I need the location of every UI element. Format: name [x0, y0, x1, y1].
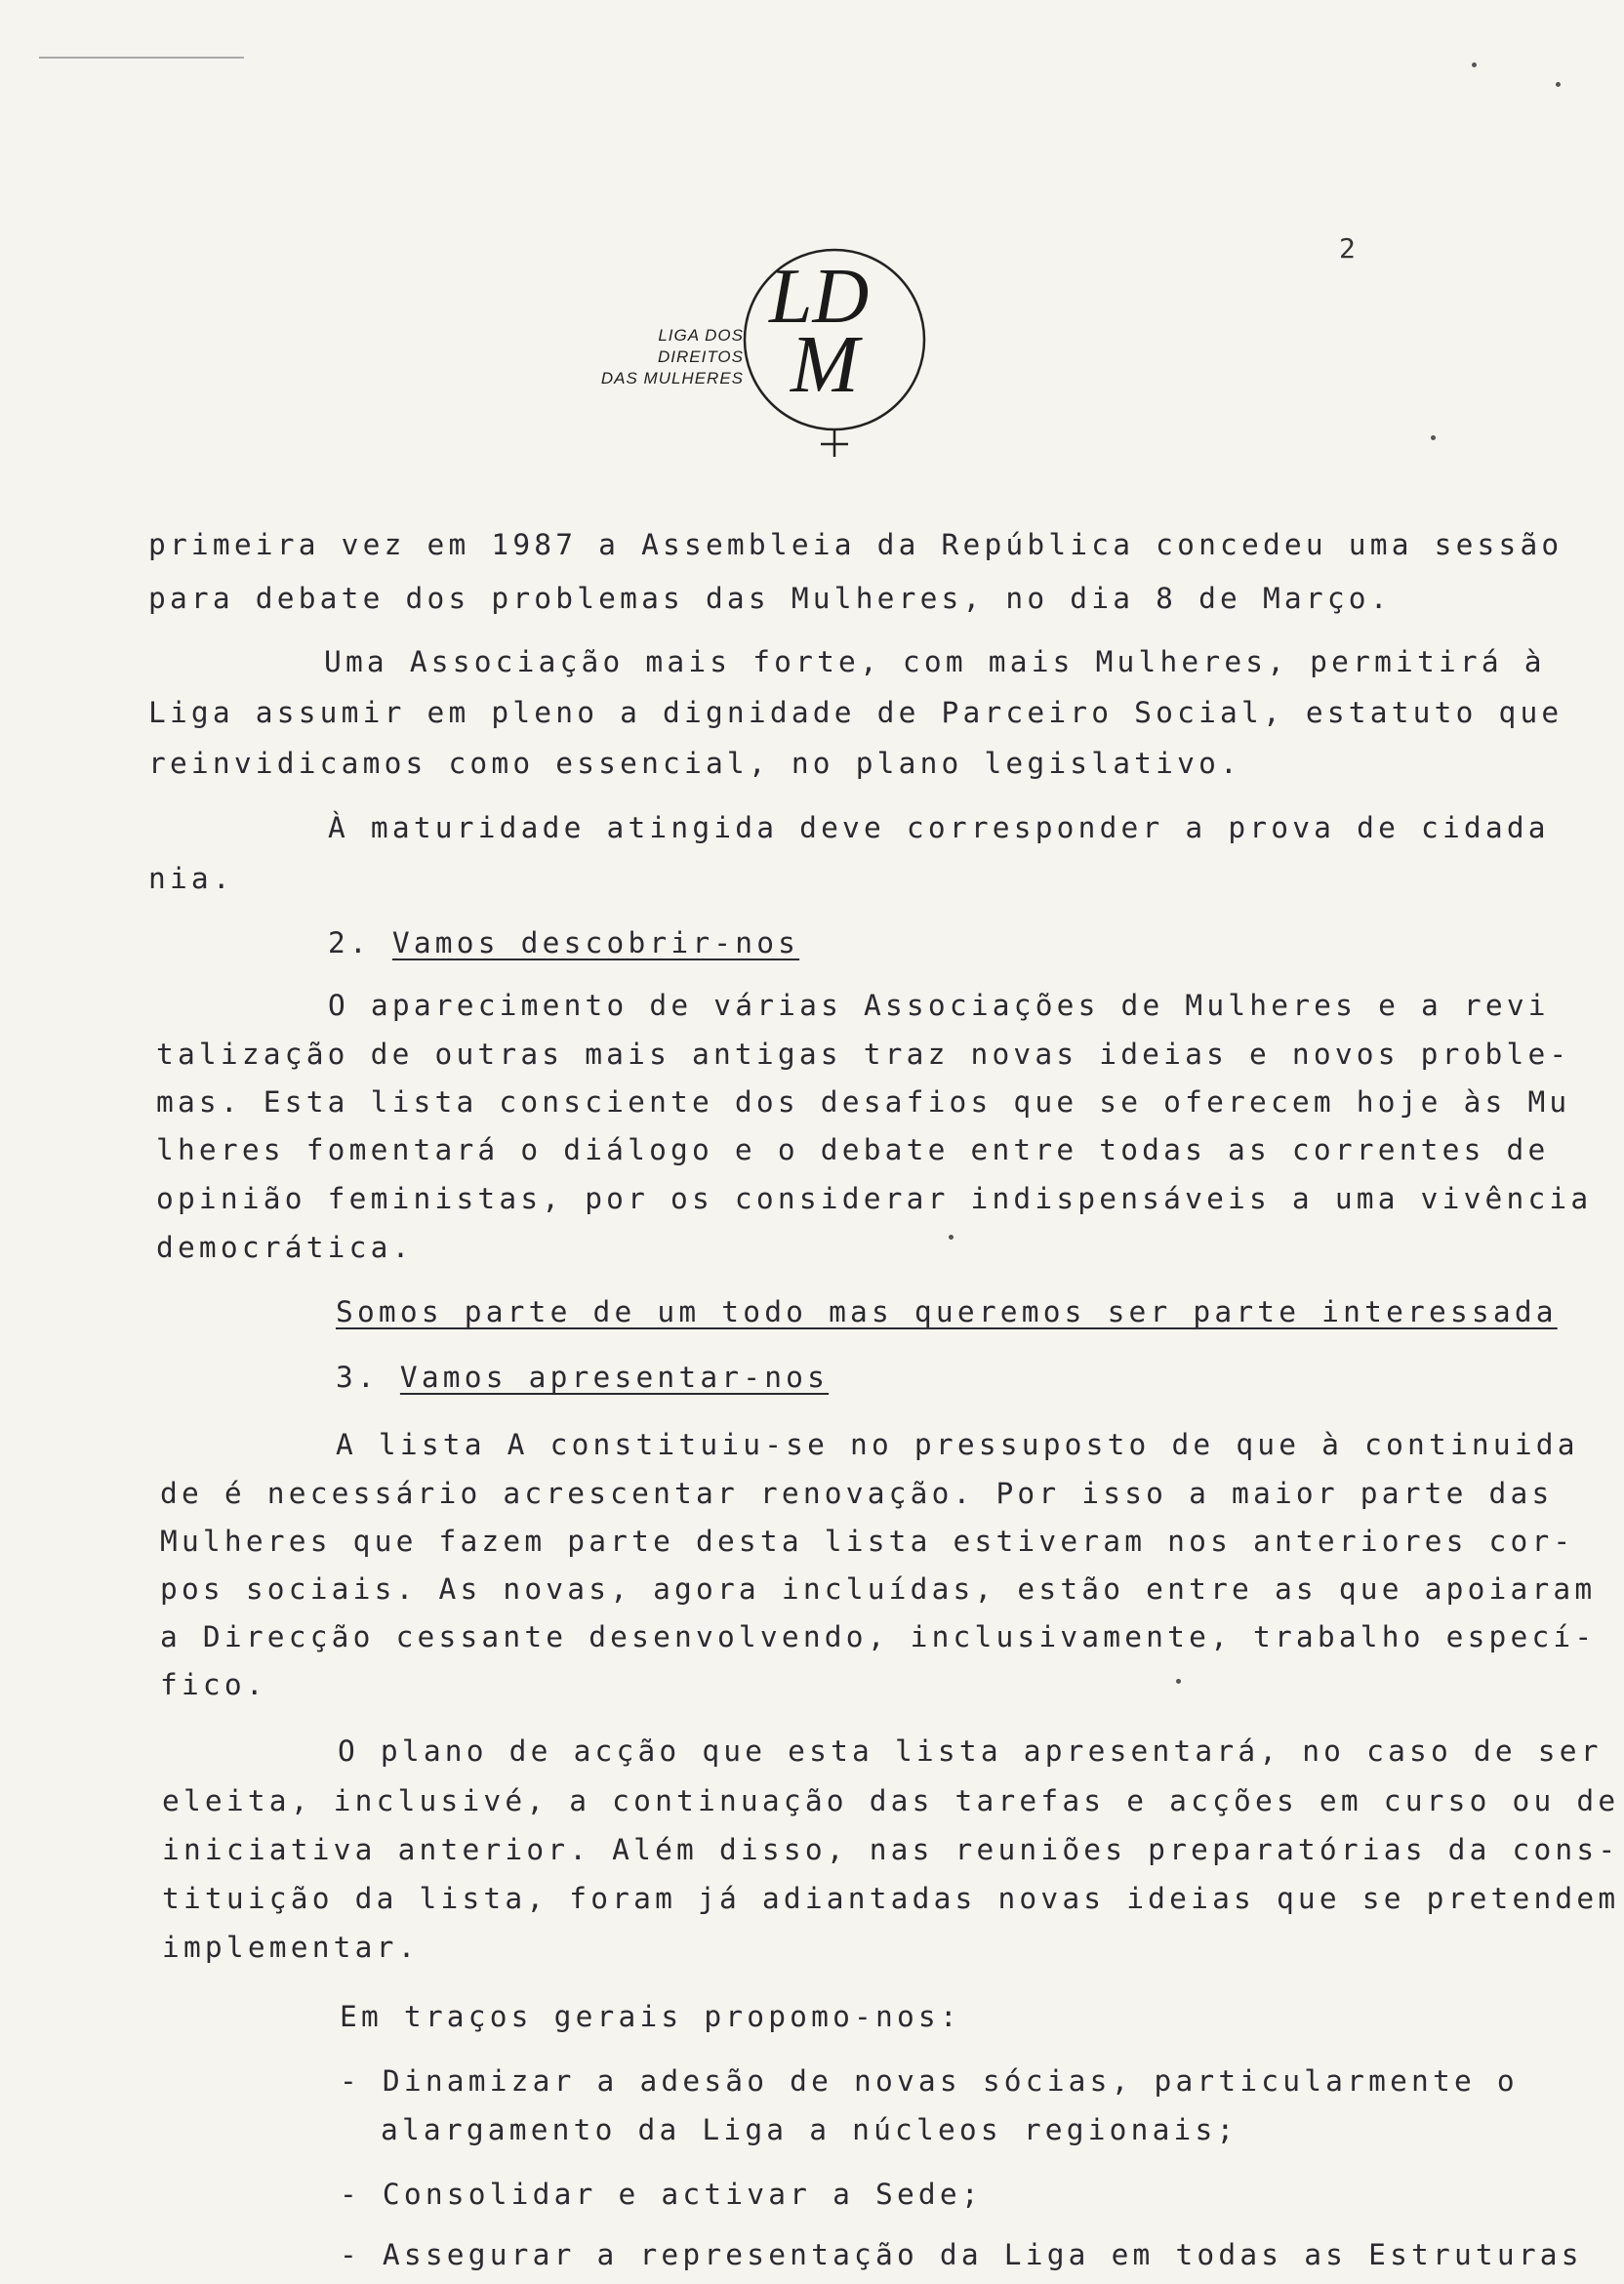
section-heading-2 [328, 925, 799, 960]
list-item: - Consolidar e activar a Sede; [340, 2178, 983, 2211]
scan-speck [1431, 435, 1436, 440]
text-line: O plano de acção que esta lista apresentará, no caso de ser [338, 1734, 1603, 1768]
page-number: 2 [1339, 232, 1356, 265]
logo-text-line1: LIGA DOS DIREITOS [658, 326, 744, 366]
scan-speck [949, 1235, 954, 1240]
text-line: implementar. [162, 1931, 420, 1964]
text-line: tituição da lista, foram já adiantadas novas ideias que se pretendem [162, 1882, 1620, 1915]
text-line: A lista A constituiu-se no pressuposto de que à continuida [336, 1428, 1579, 1461]
text-line: pos sociais. As novas, agora incluídas, estão entre as que apoiaram [160, 1572, 1597, 1606]
text-line: iniciativa anterior. Além disso, nas reuniões preparatórias da cons- [162, 1833, 1620, 1866]
section-title-2: Vamos descobrir-nos [391, 926, 800, 959]
section-heading-3 [336, 1360, 829, 1395]
logo-text [597, 325, 744, 389]
text-line: democrática. [156, 1231, 414, 1264]
text-line: fico. [160, 1668, 267, 1701]
text-line: nia. [148, 862, 234, 895]
text-line: Em traços gerais propomo-nos: [340, 2000, 961, 2033]
scan-speck [1176, 1679, 1181, 1684]
text-line: para debate dos problemas das Mulheres, no dia 8 de Março. [148, 582, 1392, 615]
text-line: reinvidicamos como essencial, no plano legislativo. [148, 747, 1241, 780]
text-line: primeira vez em 1987 a Assembleia da República concedeu uma sessão [148, 528, 1563, 561]
list-item: - Dinamizar a adesão de novas sócias, particularmente o [340, 2064, 1519, 2098]
logo-letter-m: M [791, 319, 859, 410]
scan-speck [1556, 82, 1561, 87]
text-line: talização de outras mais antigas traz novas ideias e novos proble- [156, 1038, 1571, 1071]
text-line: opinião feministas, por os considerar indispensáveis a uma vivência [156, 1182, 1593, 1215]
logo-text-line2: DAS MULHERES [600, 369, 744, 387]
text-line: Mulheres que fazem parte desta lista estiveram nos anteriores cor- [160, 1525, 1575, 1558]
list-item-continuation: alargamento da Liga a núcleos regionais; [381, 2113, 1238, 2146]
text-line: a Direcção cessante desenvolvendo, inclusivamente, trabalho especí- [160, 1620, 1597, 1653]
list-item: - Assegurar a representação da Liga em todas as Estruturas [340, 2238, 1583, 2271]
text-line: lheres fomentará o diálogo e o debate entre todas as correntes de [156, 1133, 1550, 1166]
text-line: eleita, inclusivé, a continuação das tarefas e acções em curso ou de [162, 1784, 1620, 1817]
section-number-3: 3. [336, 1361, 400, 1394]
text-line: À maturidade atingida deve corresponder a prova de cidada [328, 811, 1550, 844]
text-line: Liga assumir em pleno a dignidade de Parceiro Social, estatuto que [148, 696, 1563, 729]
scan-speck [1472, 62, 1477, 67]
text-line: de é necessário acrescentar renovação. Por isso a maior parte das [160, 1477, 1554, 1510]
header-rule [39, 57, 244, 59]
text-line: mas. Esta lista consciente dos desafios que se oferecem hoje às Mu [156, 1085, 1571, 1119]
text-line: Uma Associação mais forte, com mais Mulheres, permitirá à [324, 645, 1546, 678]
section-title-3: Vamos apresentar-nos [399, 1361, 830, 1394]
section-number-2: 2. [328, 926, 392, 959]
text-line: O aparecimento de várias Associações de Mulheres e a revi [328, 989, 1550, 1022]
logo-letters-ld: LD [769, 254, 870, 340]
underlined-statement: Somos parte de um todo mas queremos ser parte interessada [336, 1295, 1558, 1328]
